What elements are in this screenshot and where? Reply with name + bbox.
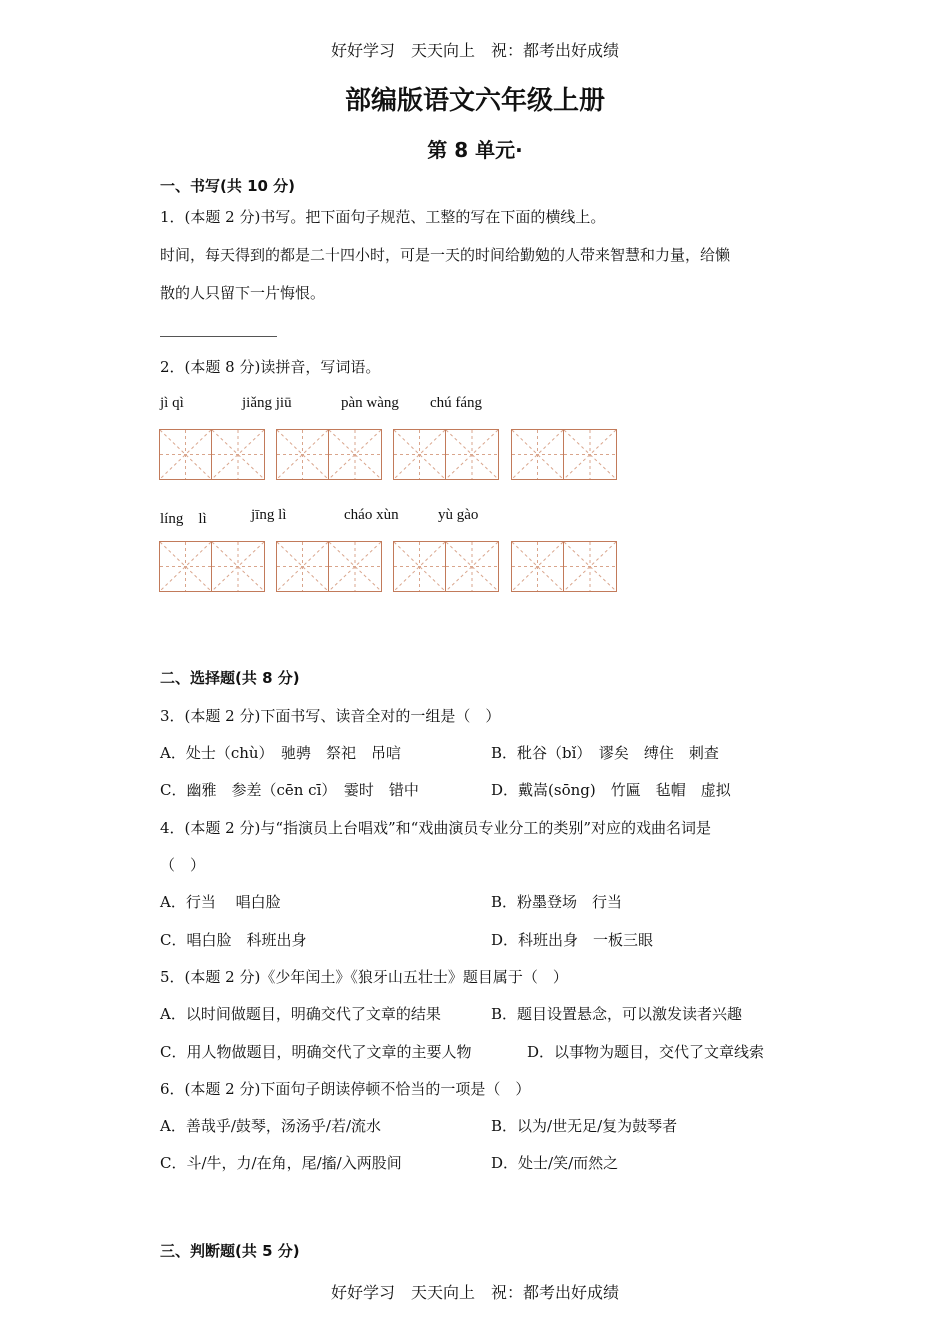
question-6: 6．(本题 2 分)下面句子朗读停顿不恰当的一项是（ ） <box>160 1080 531 1098</box>
question-3: 3．(本题 2 分)下面书写、读音全对的一组是（ ） <box>160 707 501 725</box>
q5-option-d[interactable]: D．以事物为题目，交代了文章线索 <box>527 1043 765 1061</box>
writing-cell[interactable] <box>393 429 446 480</box>
pinyin-6: jīng lì <box>251 507 287 523</box>
writing-box-7[interactable] <box>393 541 499 592</box>
pinyin-5: líng lì <box>160 511 207 527</box>
writing-cell[interactable] <box>564 541 617 592</box>
section-1-heading: 一、书写(共 10 分) <box>160 177 296 195</box>
section-2-heading: 二、选择题(共 8 分) <box>160 669 300 687</box>
writing-cell[interactable] <box>329 541 382 592</box>
answer-line[interactable] <box>160 336 277 337</box>
writing-box-6[interactable] <box>276 541 382 592</box>
page-title: 部编版语文六年级上册 <box>344 86 605 116</box>
writing-cell[interactable] <box>511 429 564 480</box>
writing-cell[interactable] <box>212 429 265 480</box>
question-5: 5．(本题 2 分)《少年闰土》《狼牙山五壮士》题目属于（ ） <box>160 968 568 986</box>
writing-cell[interactable] <box>159 541 212 592</box>
pinyin-2: jiǎng jiū <box>242 395 292 411</box>
writing-cell[interactable] <box>446 429 499 480</box>
q4-option-d[interactable]: D．科班出身 一板三眼 <box>491 931 654 949</box>
q5-option-a[interactable]: A．以时间做题目，明确交代了文章的结果 <box>160 1005 441 1023</box>
pinyin-3: pàn wàng <box>341 395 399 411</box>
q3-option-c[interactable]: C．幽雅 参差（cēn cī） 霎时 错中 <box>160 781 419 799</box>
writing-box-5[interactable] <box>159 541 265 592</box>
question-1: 1．(本题 2 分)书写。把下面句子规范、工整的写在下面的横线上。 <box>160 208 606 226</box>
writing-cell[interactable] <box>329 429 382 480</box>
section-3-heading: 三、判断题(共 5 分) <box>160 1242 300 1260</box>
writing-box-8[interactable] <box>511 541 617 592</box>
question-2: 2．(本题 8 分)读拼音，写词语。 <box>160 358 381 376</box>
q5-option-c[interactable]: C．用人物做题目，明确交代了文章的主要人物 <box>160 1043 472 1061</box>
q6-option-b[interactable]: B．以为/世无足/复为鼓琴者 <box>491 1117 678 1135</box>
writing-box-1[interactable] <box>159 429 265 480</box>
page-header: 好好学习 天天向上 祝：都考出好成绩 <box>330 41 619 60</box>
question-1-text-line-2: 散的人只留下一片悔恨。 <box>160 284 326 302</box>
q5-option-b[interactable]: B．题目设置悬念，可以激发读者兴趣 <box>491 1005 743 1023</box>
q3-option-d[interactable]: D．戴嵩(sōng) 竹匾 毡帽 虚拟 <box>491 781 731 799</box>
q3-option-a[interactable]: A．处士（chù） 驰骋 祭祀 吊唁 <box>160 744 402 762</box>
writing-cell[interactable] <box>212 541 265 592</box>
question-4-line-2: （ ） <box>160 856 206 874</box>
writing-cell[interactable] <box>393 541 446 592</box>
q6-option-a[interactable]: A．善哉乎/鼓琴，汤汤乎/若/流水 <box>160 1117 381 1135</box>
pinyin-8: yù gào <box>438 507 479 523</box>
writing-box-4[interactable] <box>511 429 617 480</box>
pinyin-1: jì qì <box>160 395 184 411</box>
writing-cell[interactable] <box>446 541 499 592</box>
q4-option-c[interactable]: C．唱白脸 科班出身 <box>160 931 307 949</box>
question-4-line-1: 4．(本题 2 分)与“指演员上台唱戏”和“戏曲演员专业分工的类别”对应的戏曲名词是 <box>160 819 712 837</box>
question-1-text-line-1: 时间，每天得到的都是二十四小时，可是一天的时间给勤勉的人带来智慧和力量，给懒 <box>160 246 731 264</box>
q3-option-b[interactable]: B．秕谷（bǐ） 谬矣 缚住 刺查 <box>491 744 719 762</box>
writing-cell[interactable] <box>276 541 329 592</box>
page-subtitle: 第 8 单元· <box>427 138 523 162</box>
writing-box-2[interactable] <box>276 429 382 480</box>
writing-cell[interactable] <box>159 429 212 480</box>
writing-cell[interactable] <box>564 429 617 480</box>
pinyin-4: chú fáng <box>430 395 483 411</box>
writing-box-3[interactable] <box>393 429 499 480</box>
q4-option-a[interactable]: A．行当 唱白脸 <box>160 893 281 911</box>
page-footer: 好好学习 天天向上 祝：都考出好成绩 <box>330 1283 619 1302</box>
q6-option-c[interactable]: C．斗/牛，力/在角，尾/搐/入两股间 <box>160 1154 402 1172</box>
pinyin-7: cháo xùn <box>344 507 399 523</box>
q6-option-d[interactable]: D．处士/笑/而然之 <box>491 1154 619 1172</box>
q4-option-b[interactable]: B．粉墨登场 行当 <box>491 893 623 911</box>
writing-cell[interactable] <box>276 429 329 480</box>
writing-cell[interactable] <box>511 541 564 592</box>
